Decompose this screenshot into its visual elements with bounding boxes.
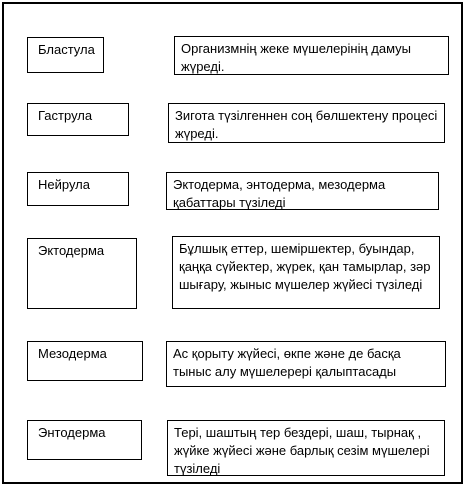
definition-box-3[interactable] bbox=[166, 172, 439, 210]
definition-text: Зигота түзілгеннен соң бөлшектену процесі жүреді. bbox=[175, 108, 438, 141]
term-box-neurula[interactable] bbox=[27, 172, 129, 206]
term-box-blastula[interactable] bbox=[27, 37, 104, 73]
definition-text: Тері, шаштың тер бездері, шаш, тырнақ , жүйке жүйесі және барлық сезім мүшелері түзіледі bbox=[174, 425, 430, 476]
definition-text: Бұлшық еттер, шеміршектер, буындар, қаңқа сүйектер, жүрек, қан тамырлар, зәр шығару, жыныс мүшелер жүйесі түзіледі bbox=[179, 241, 431, 292]
term-box-mesoderm[interactable] bbox=[27, 341, 143, 381]
term-label: Нейрула bbox=[38, 177, 90, 192]
definition-box-2[interactable] bbox=[168, 103, 445, 143]
definition-text: Ас қорыту жүйесі, өкпе және де басқа тыныс алу мүшелерері қалыптасады bbox=[173, 346, 401, 379]
term-box-gastrula[interactable] bbox=[27, 103, 129, 136]
definition-box-4[interactable] bbox=[172, 236, 440, 309]
definition-box-1[interactable] bbox=[174, 36, 449, 75]
definition-box-6[interactable] bbox=[167, 420, 445, 476]
term-label: Эктодерма bbox=[38, 243, 105, 258]
term-label: Бластула bbox=[38, 42, 95, 57]
term-box-ectoderm[interactable] bbox=[27, 238, 137, 309]
term-box-endoderm[interactable] bbox=[27, 420, 142, 460]
definition-box-5[interactable] bbox=[166, 341, 446, 387]
definition-text: Организмнің жеке мүшелерінің дамуы жүреді. bbox=[181, 41, 412, 74]
term-label: Мезодерма bbox=[38, 346, 107, 361]
term-label: Энтодерма bbox=[38, 425, 106, 440]
definition-text: Эктодерма, энтодерма, мезодерма қабаттары түзіледі bbox=[173, 177, 386, 210]
term-label: Гаструла bbox=[38, 108, 93, 123]
